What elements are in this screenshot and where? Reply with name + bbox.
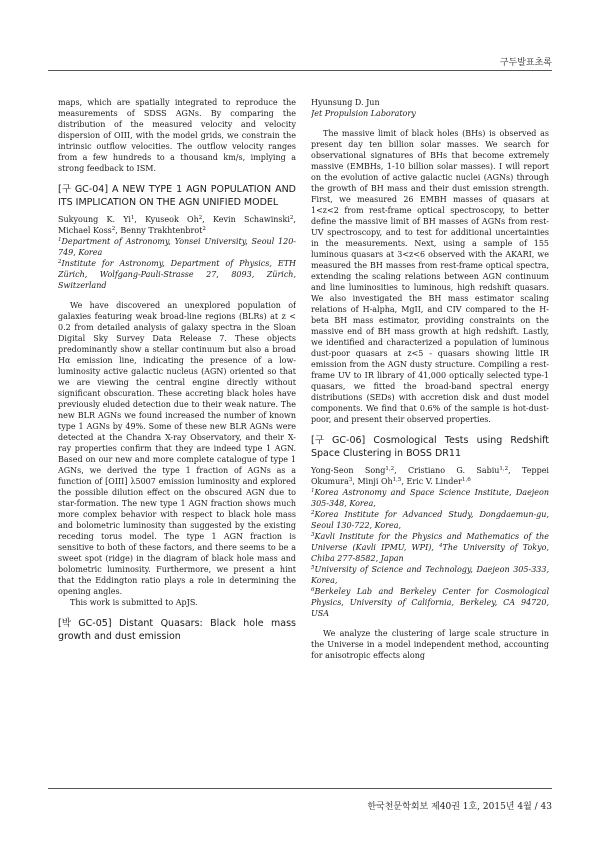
gc04-affiliation: $^1$Department of Astronomy, Yonsei University, Seoul 120-749, Korea [58,237,296,257]
gc06-author-sup: 3 [348,477,353,483]
right-column [311,97,549,661]
gc04-author-sup: 2 [202,226,206,232]
header-rule [48,70,552,71]
gc04-author-sup: 2 [111,226,116,232]
gc06-affiliation: $^5$University of Science and Technology, Daejeon 305-333, Korea, [311,565,549,585]
page-footer: 한국천문학회보 제40권 1호, 2015년 4월 / 43 [367,802,552,812]
gc04-title: [구 GC-04] A NEW TYPE 1 AGN POPULATION AND ITS IMPLICATION ON THE AGN UNIFIED MODEL [58,184,296,208]
gc06-affiliation: $^6$Berkeley Lab and Berkeley Center for Cosmological Physics, University of California, Berkeley, CA 94720, USA [311,587,549,618]
gc04-affiliation: $^2$Institute for Astronomy, Department of Physics, ETH Zürich, Wolfgang-Pauli-Strasse 27, 8093, Zürich, Switzerland [58,259,296,290]
footer-rule [48,788,552,789]
gc05-affiliation: Jet Propulsion Laboratory [311,109,416,118]
running-header: 구두발표초록 [499,58,552,68]
gc06-author-sup: 1,5 [392,477,402,483]
gc06-author-sup: 1,6 [461,477,471,483]
gc04-author-name: Sukyoung K. Yi [58,215,131,224]
continued-abstract: maps, which are spatially integrated to reproduce the measurements of SDSS AGNs. By comparing the distribution of the measured velocity and velocity dispersion of OIII, with the model grids, we constrain the intrinsic outflow velocities. The outflow velocity ranges from a few hundreds to a thousand km/s, implying a strong feedback to ISM. [58,98,296,173]
gc06-authors: Yong-Seon Song$^{1,2}$, Cristiano G. Sabiu$^{1,2}$, Teppei Okumura$^3$, Minji Oh$^{1,5}$, Eric V. Linder$^{1,6}$ [311,466,549,486]
gc06-title: [구 GC-06] Cosmological Tests using Redshift Space Clustering in BOSS DR11 [311,435,549,459]
gc06-author-sup: 1,2 [499,466,509,472]
gc06-author-sup: 1,2 [385,466,395,472]
gc06-author-name: Yong-Seon Song [311,466,386,475]
gc06-affiliation: $^2$Korea Institute for Advanced Study, Dongdaemun-gu, Seoul 130-722, Korea, [311,510,549,530]
gc06-affiliation: $^1$Korea Astronomy and Space Science Institute, Daejeon 305-348, Korea, [311,488,549,508]
gc04-author-sup: 1 [130,215,135,221]
gc04-author-sup: 2 [289,215,294,221]
gc06-affiliations [311,487,549,619]
gc04-author-name: Michael Koss [58,226,112,235]
gc05-title: [박 GC-05] Distant Quasars: Black hole mass growth and dust emission [58,618,296,642]
gc06-author-name: Teppei Okumura [311,466,549,486]
gc04-submitted: This work is submitted to ApJS. [70,598,198,607]
gc04-author-name: Kevin Schawinski [213,215,290,224]
gc06-affiliation: $^3$Kavli Institute for the Physics and Mathematics of the Universe (Kavli IPMU, WPI), $^4$The University of Tokyo, Chiba 277-8582, Japan [311,532,549,563]
left-column [58,97,296,643]
gc05-abstract: The massive limit of black holes (BHs) is observed as present day ten billion solar masses. We search for observational signatures of BHs that become extremely massive (EMBHs, 1-10 billion solar masses). I will report on the evolution of active galactic nuclei (AGNs) through the growth of BH mass and their dust emission strength. First, we measured 26 EMBH masses of quasars at 1<z<2 from rest-frame optical spectroscopy, to better define the massive limit of BH masses of AGNs from rest-UV spectroscopy, and to test for additional uncertainties in the measurements. Next, using a sample of 155 luminous quasars at 3<z<6 observed with the AKARI, we measured the BH masses from rest-frame optical spectra, extending the scaling relations between AGN continuum and line luminosities to luminous, high redshift quasars. We also investigated the BH mass estimator scaling relations of H-alpha, MgII, and CIV compared to the H-beta BH mass estimator, providing constraints on the massive end of BH mass growth at high redshift. Lastly, we identified and characterized a population of luminous dust-poor quasars at z<5 - quasars showing little IR emission from the AGN dusty structure. Compiling a rest-frame UV to IR library of 41,000 optically selected type-1 quasars, we fitted the broad-band spectral energy distributions (SEDs) with accretion disk and dust model components. We find that 0.6% of the sample is hot-dust-poor, and present their observed properties. [311,129,549,424]
gc06-abstract: We analyze the clustering of large scale structure in the Universe in a model independent method, accounting for anisotropic effects along [311,629,549,660]
gc04-author-sup: 2 [198,215,203,221]
gc04-abstract: We have discovered an unexplored population of galaxies featuring weak broad-line regions (BLRs) at z < 0.2 from detailed analysis of galaxy spectra in the Sloan Digital Sky Survey Data Release 7. These objects predominantly show a stellar continuum but also a broad Hα emission line, indicating the presence of a low-luminosity active galactic nucleus (AGN) oriented so that we are viewing the central engine directly without significant obscuration. These accreting black holes have previously eluded detection due to their weak nature. The new BLR AGNs we found increased the number of known type 1 AGNs by 49%. Some of these new BLR AGNs were detected at the Chandra X-ray Observatory, and their X-ray properties confirm that they are indeed type 1 AGN. Based on our new and more complete catalogue of type 1 AGNs, we derived the type 1 fraction of AGNs as a function of [OIII] λ5007 emission luminosity and explored the possible dilution effect on the obscured AGN due to star-formation. The new type 1 AGN fraction shows much more complex behavior with respect to black hole mass and bolometric luminosity than suggested by the existing receding torus model. The type 1 AGN fraction is sensitive to both of these factors, and there seems to be a sweet spot (ridge) in the diagram of black hole mass and bolometric luminosity. Furthermore, we present a hint that the Eddington ratio plays a role in determining the opening angles. [58,301,296,596]
gc04-affiliations [58,236,296,291]
gc04-author-name: Kyuseok Oh [145,215,199,224]
gc06-author-name: Minji Oh [357,477,393,486]
gc06-author-name: Cristiano G. Sabiu [408,466,500,475]
gc05-author: Hyunsung D. Jun [311,98,380,107]
gc04-authors: Sukyoung K. Yi$^1$, Kyuseok Oh$^2$, Kevin Schawinski$^2$, Michael Koss$^2$, Benny Trakhtenbrot$^2$ [58,215,296,235]
gc04-author-name: Benny Trakhtenbrot [120,226,203,235]
gc06-author-name: Eric V. Linder [406,477,462,486]
